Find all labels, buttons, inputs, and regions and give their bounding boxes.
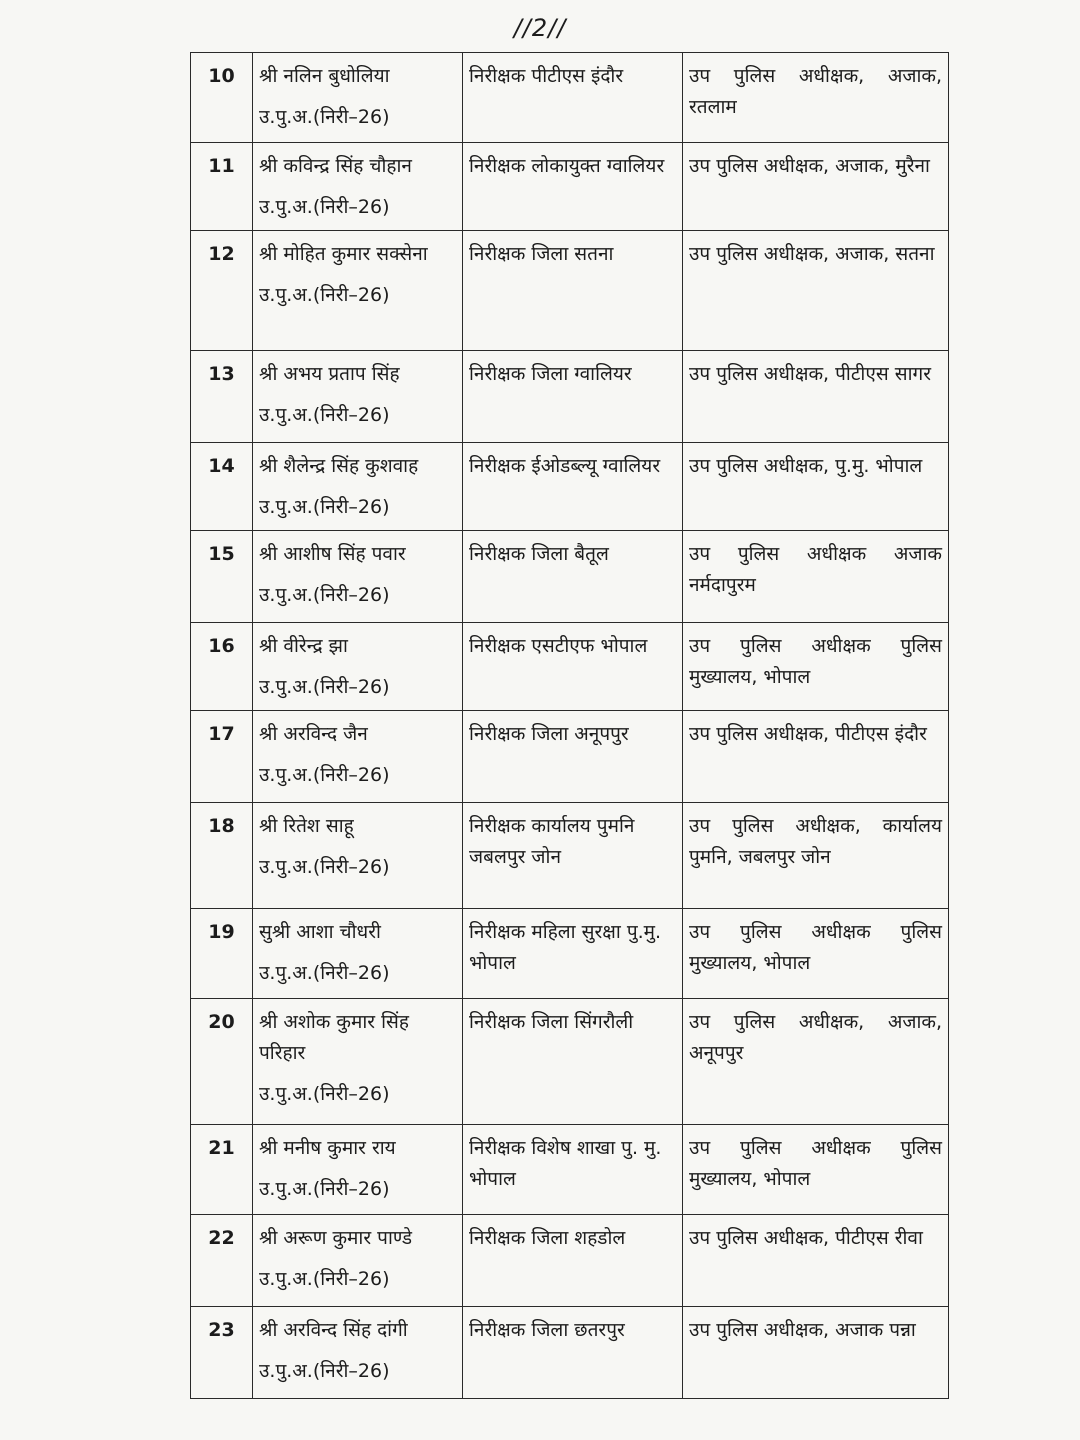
officer-designation: उ.पु.अ.(निरी–26)	[259, 1083, 390, 1105]
officer-name: श्री अभय प्रताप सिंह	[259, 363, 400, 385]
officer-cell	[253, 909, 463, 999]
new-posting: उप पुलिस अधीक्षक पुलिस मुख्यालय, भोपाल	[683, 1125, 949, 1215]
current-posting: निरीक्षक लोकायुक्त ग्वालियर	[463, 143, 683, 231]
officer-designation: उ.पु.अ.(निरी–26)	[259, 496, 390, 518]
officer-cell	[253, 351, 463, 443]
officer-name: श्री अरूण कुमार पाण्डे	[259, 1227, 413, 1249]
officer-name: श्री अरविन्द सिंह दांगी	[259, 1319, 408, 1341]
table-row	[191, 443, 949, 531]
new-posting: उप पुलिस अधीक्षक, अजाक, सतना	[683, 231, 949, 351]
officer-name: श्री अशोक कुमार सिंह परिहार	[259, 1011, 409, 1064]
new-posting: उप पुलिस अधीक्षक पुलिस मुख्यालय, भोपाल	[683, 909, 949, 999]
new-posting: उप पुलिस अधीक्षक, पीटीएस इंदौर	[683, 711, 949, 803]
officer-designation: उ.पु.अ.(निरी–26)	[259, 284, 390, 306]
officer-designation: उ.पु.अ.(निरी–26)	[259, 676, 390, 698]
current-posting: निरीक्षक महिला सुरक्षा पु.मु. भोपाल	[463, 909, 683, 999]
current-posting: निरीक्षक जिला ग्वालियर	[463, 351, 683, 443]
officer-cell	[253, 1125, 463, 1215]
officer-cell	[253, 803, 463, 909]
officer-designation: उ.पु.अ.(निरी–26)	[259, 1268, 390, 1290]
serial-number: 19	[191, 909, 253, 999]
serial-number: 11	[191, 143, 253, 231]
table-row	[191, 53, 949, 143]
serial-number: 17	[191, 711, 253, 803]
current-posting: निरीक्षक कार्यालय पुमनि जबलपुर जोन	[463, 803, 683, 909]
table-row	[191, 1215, 949, 1307]
officer-designation: उ.पु.अ.(निरी–26)	[259, 1178, 390, 1200]
officer-designation: उ.पु.अ.(निरी–26)	[259, 962, 390, 984]
officer-name: श्री नलिन बुधोलिया	[259, 65, 390, 87]
current-posting: निरीक्षक एसटीएफ भोपाल	[463, 623, 683, 711]
table-row	[191, 1307, 949, 1399]
serial-number: 16	[191, 623, 253, 711]
officer-cell	[253, 623, 463, 711]
current-posting: निरीक्षक जिला अनूपपुर	[463, 711, 683, 803]
officer-name: श्री वीरेन्द्र झा	[259, 635, 348, 657]
serial-number: 18	[191, 803, 253, 909]
current-posting: निरीक्षक जिला सिंगरौली	[463, 999, 683, 1125]
table-row	[191, 909, 949, 999]
officer-cell	[253, 53, 463, 143]
new-posting: उप पुलिस अधीक्षक, अजाक, मुरैना	[683, 143, 949, 231]
table-row	[191, 803, 949, 909]
current-posting: निरीक्षक ईओडब्ल्यू ग्वालियर	[463, 443, 683, 531]
officer-name: श्री शैलेन्द्र सिंह कुशवाह	[259, 455, 419, 477]
new-posting: उप पुलिस अधीक्षक, पु.मु. भोपाल	[683, 443, 949, 531]
new-posting: उप पुलिस अधीक्षक, अजाक, अनूपपुर	[683, 999, 949, 1125]
new-posting: उप पुलिस अधीक्षक, कार्यालय पुमनि, जबलपुर जोन	[683, 803, 949, 909]
table-row	[191, 351, 949, 443]
officer-name: सुश्री आशा चौधरी	[259, 921, 381, 943]
serial-number: 22	[191, 1215, 253, 1307]
page-number: //2//	[513, 14, 567, 42]
officer-name: श्री रितेश साहू	[259, 815, 354, 837]
officer-cell	[253, 1215, 463, 1307]
officer-designation: उ.पु.अ.(निरी–26)	[259, 584, 390, 606]
officer-cell	[253, 231, 463, 351]
officer-cell	[253, 531, 463, 623]
table-row	[191, 531, 949, 623]
officer-cell	[253, 711, 463, 803]
table-row	[191, 231, 949, 351]
table-row	[191, 999, 949, 1125]
officer-name: श्री आशीष सिंह पवार	[259, 543, 406, 565]
officer-designation: उ.पु.अ.(निरी–26)	[259, 196, 390, 218]
current-posting: निरीक्षक जिला छतरपुर	[463, 1307, 683, 1399]
officer-name: श्री मोहित कुमार सक्सेना	[259, 243, 428, 265]
table-row	[191, 623, 949, 711]
officer-cell	[253, 999, 463, 1125]
officer-name: श्री अरविन्द जैन	[259, 723, 368, 745]
current-posting: निरीक्षक जिला बैतूल	[463, 531, 683, 623]
serial-number: 12	[191, 231, 253, 351]
serial-number: 20	[191, 999, 253, 1125]
serial-number: 13	[191, 351, 253, 443]
table-row	[191, 1125, 949, 1215]
new-posting: उप पुलिस अधीक्षक, पीटीएस रीवा	[683, 1215, 949, 1307]
officer-cell	[253, 443, 463, 531]
officer-designation: उ.पु.अ.(निरी–26)	[259, 856, 390, 878]
serial-number: 10	[191, 53, 253, 143]
new-posting: उप पुलिस अधीक्षक पुलिस मुख्यालय, भोपाल	[683, 623, 949, 711]
officer-cell	[253, 143, 463, 231]
current-posting: निरीक्षक जिला सतना	[463, 231, 683, 351]
new-posting: उप पुलिस अधीक्षक अजाक नर्मदापुरम	[683, 531, 949, 623]
serial-number: 23	[191, 1307, 253, 1399]
officer-designation: उ.पु.अ.(निरी–26)	[259, 106, 390, 128]
officer-designation: उ.पु.अ.(निरी–26)	[259, 404, 390, 426]
table-row	[191, 711, 949, 803]
current-posting: निरीक्षक पीटीएस इंदौर	[463, 53, 683, 143]
new-posting: उप पुलिस अधीक्षक, पीटीएस सागर	[683, 351, 949, 443]
officer-designation: उ.पु.अ.(निरी–26)	[259, 764, 390, 786]
officer-cell	[253, 1307, 463, 1399]
new-posting: उप पुलिस अधीक्षक, अजाक, रतलाम	[683, 53, 949, 143]
transfer-table	[190, 52, 949, 1399]
current-posting: निरीक्षक जिला शहडोल	[463, 1215, 683, 1307]
table-row	[191, 143, 949, 231]
officer-designation: उ.पु.अ.(निरी–26)	[259, 1360, 390, 1382]
current-posting: निरीक्षक विशेष शाखा पु. मु. भोपाल	[463, 1125, 683, 1215]
serial-number: 14	[191, 443, 253, 531]
serial-number: 15	[191, 531, 253, 623]
officer-name: श्री मनीष कुमार राय	[259, 1137, 396, 1159]
officer-name: श्री कविन्द्र सिंह चौहान	[259, 155, 412, 177]
new-posting: उप पुलिस अधीक्षक, अजाक पन्ना	[683, 1307, 949, 1399]
serial-number: 21	[191, 1125, 253, 1215]
